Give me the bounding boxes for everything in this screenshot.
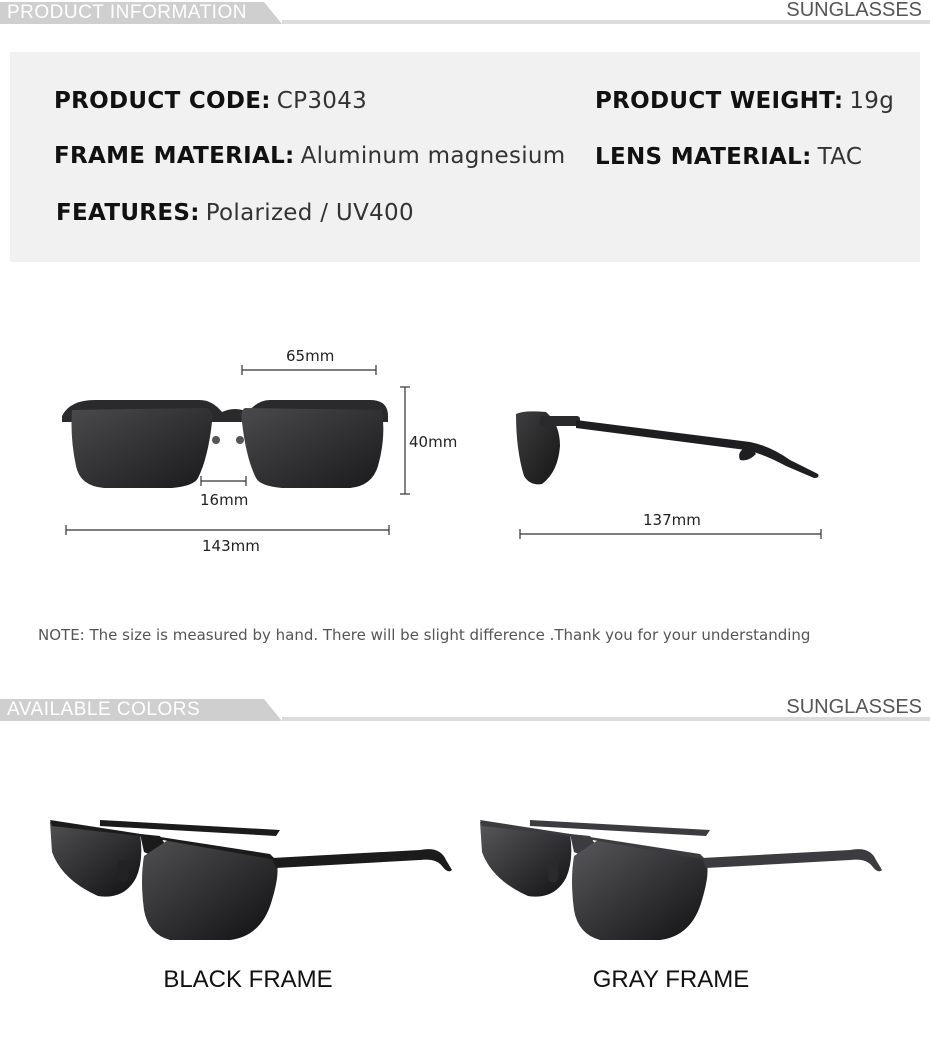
lens-material-label: LENS MATERIAL: <box>595 144 812 170</box>
features-label: FEATURES: <box>56 200 200 226</box>
section-title: AVAILABLE COLORS <box>7 699 201 720</box>
frame-material-row <box>54 143 566 169</box>
product-code-row <box>54 88 367 114</box>
black-frame-glasses-image[interactable] <box>40 800 460 950</box>
section-header-available-colors <box>0 697 930 727</box>
product-weight-value: 19g <box>849 88 895 114</box>
section-header-product-info <box>0 0 930 30</box>
gray-frame-glasses-image[interactable] <box>470 800 890 950</box>
features-value: Polarized / UV400 <box>205 200 414 226</box>
section-category: SUNGLASSES <box>786 696 922 718</box>
product-weight-label: PRODUCT WEIGHT: <box>595 88 844 114</box>
bridge-width-label: 16mm <box>200 491 249 509</box>
temple-length-label: 137mm <box>643 511 701 529</box>
gray-frame-caption: GRAY FRAME <box>592 966 750 993</box>
section-category: SUNGLASSES <box>786 0 922 21</box>
lens-width-label: 65mm <box>286 347 335 365</box>
frame-material-label: FRAME MATERIAL: <box>54 143 295 169</box>
product-info-panel <box>10 52 920 262</box>
black-frame-caption: BLACK FRAME <box>163 966 333 993</box>
lens-material-value: TAC <box>817 144 863 170</box>
lens-material-row <box>595 144 862 170</box>
total-width-label: 143mm <box>202 537 260 555</box>
front-view-glasses-image <box>0 340 470 570</box>
product-code-label: PRODUCT CODE: <box>54 88 271 114</box>
lens-height-label: 40mm <box>409 433 458 451</box>
section-title: PRODUCT INFORMATION <box>7 2 247 23</box>
sizing-note: NOTE: The size is measured by hand. There will be slight difference .Thank you for your understanding <box>38 626 811 644</box>
features-row <box>56 200 414 226</box>
product-code-value: CP3043 <box>276 88 368 114</box>
frame-material-value: Aluminum magnesium <box>300 143 566 169</box>
product-weight-row <box>595 88 894 114</box>
